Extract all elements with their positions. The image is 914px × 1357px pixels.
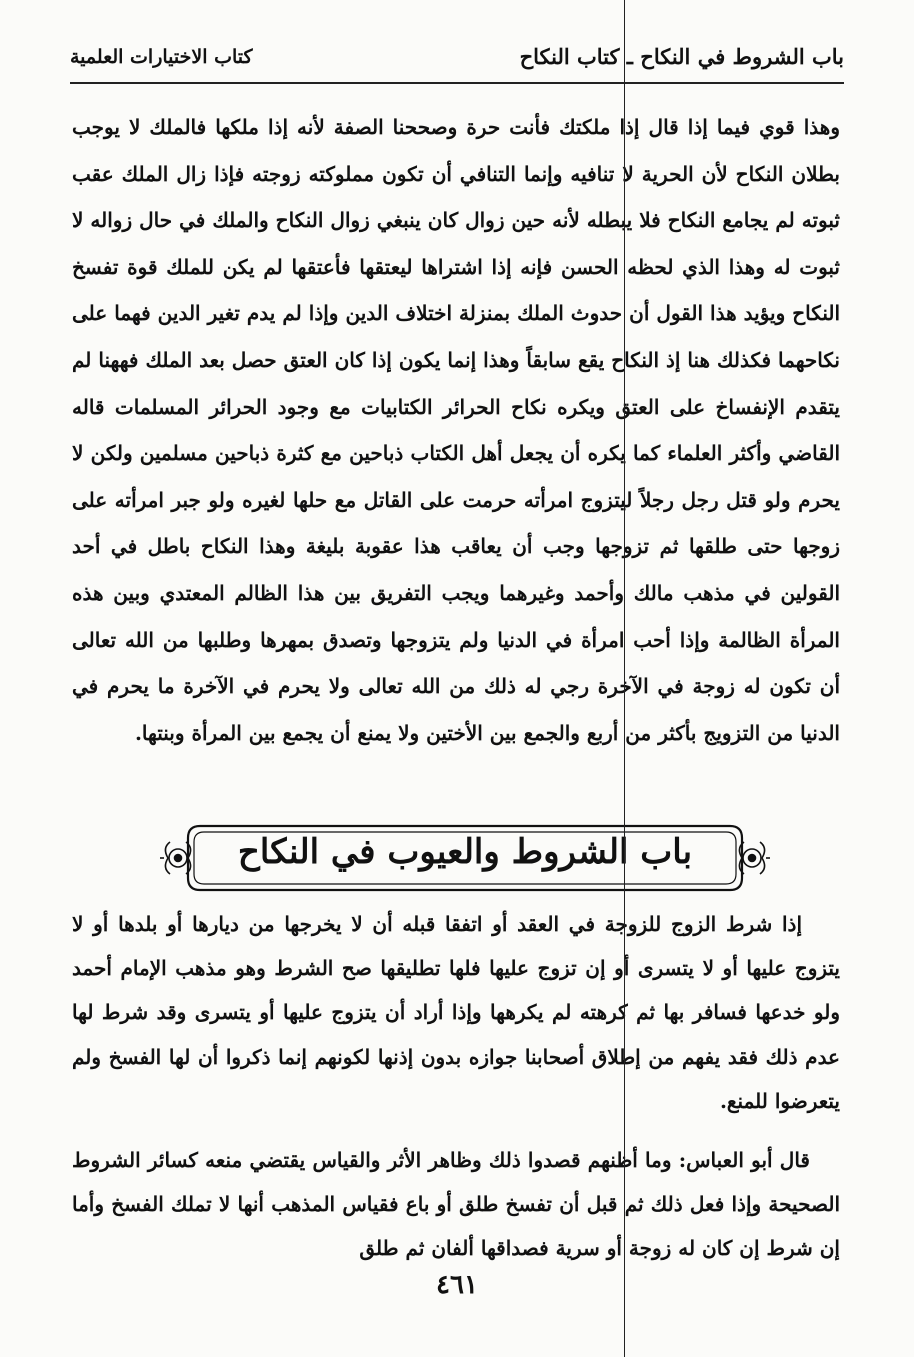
running-header — [70, 38, 844, 84]
paragraph-3-container — [72, 1138, 840, 1270]
paragraph-3 — [72, 1138, 840, 1270]
paragraph-1 — [72, 104, 840, 756]
right-ornament-icon — [739, 842, 770, 874]
paragraph-2 — [72, 902, 840, 1123]
left-ornament-icon — [160, 842, 191, 874]
speaker-lead: قال أبو العباس: — [678, 1148, 810, 1172]
section-heading: باب الشروط والعيوب في النكاح — [237, 832, 693, 872]
paragraph-1-text: وهذا قوي فيما إذا قال إذا ملكتك فأنت حرة وصححنا الصفة لأنه إذا ملكها فالملك لا يوجب بطلان النكاح لأن الحرية لا تنافيه وإنما التنافي أن تكون مملوكته زوجته فإذا زال الملك عقب ثبوته لم يجامع النكاح فلا يبطله لأنه حين زوال كان ينبغي زوال النكاح والملك في حال زواله لا ثبوت له وهذا الذي لحظه الحسن فإنه إذا اشتراها ليعتقها فأعتقها لم يكن للملك قوة تفسخ النكاح ويؤيد هذا القول أن حدوث الملك بمنزلة اختلاف الدين وإذا لم يدم تغير الدين فهما على نكاحهما فكذلك هنا إذ النكاح يقع سابقاً وهذا إنما يكون إذا كان العتق حصل بعد الملك فههنا لم يتقدم الإنفساخ على العتق ويكره نكاح الحرائر الكتابيات مع وجود الحرائر المسلمات قاله القاضي وأكثر العلماء كما يكره أن يجعل أهل الكتاب ذباحين مع كثرة ذباحين مسلمين ولكن لا يحرم ولو قتل رجل رجلاً ليتزوج امرأته حرمت على القاتل مع حلها لغيره ولو جبر امرأته على زوجها حتى طلقها ثم تزوجها وجب أن يعاقب هذا عقوبة بليغة وهذا النكاح باطل في أحد القولين في مذهب مالك وأحمد وغيرهما ويجب التفريق بين هذا الظالم المعتدي وبين هذه المرأة الظالمة وإذا أحب امرأة في الدنيا ولم يتزوجها وتصدق بمهرها وطلبها من الله تعالى أن تكون له زوجة في الآخرة رجي له ذلك من الله تعالى ولا يحرم في الآخرة ما يحرم في الدنيا من التزويج بأكثر من أربع والجمع بين الأختين ولا يمنع أن يجمع بين المرأة وبنتها. — [72, 115, 840, 745]
section-banner — [160, 814, 770, 902]
book-title: كتاب الاختيارات العلمية — [70, 46, 253, 68]
scan-fold-line — [624, 0, 625, 1357]
paragraph-3-text: وما أظنهم قصدوا ذلك وظاهر الأثر والقياس يقتضي منعه كسائر الشروط الصحيحة وإذا فعل ذلك ثم قبل أن تفسخ طلق أو باع فقياس المذهب أنها لا تملك الفسخ وأما إن شرط إن كان له زوجة أو سرية فصداقها ألفان ثم طلق — [72, 1148, 840, 1260]
chapter-title: باب الشروط في النكاح ـ كتاب النكاح — [519, 44, 844, 69]
header-rule — [70, 82, 844, 84]
paragraph-2-text: إذا شرط الزوج للزوجة في العقد أو اتفقا قبله أن لا يخرجها من ديارها أو بلدها أو لا يتزوج عليها أو لا يتسرى أو إن تزوج عليها فلها تطليقها صح الشرط وهو مذهب الإمام أحمد ولو خدعها فسافر بها ثم كرهته لم يكرهها وإذا أراد أن يتزوج عليها أو يتسرى وقد شرط لها عدم ذلك فقد يفهم من إطلاق أصحابنا جوازه بدون إذنها لكونهم إنما ذكروا أن لها الفسخ ولم يتعرضوا للمنع. — [72, 912, 840, 1113]
page-number: ٤٦١ — [436, 1270, 478, 1300]
